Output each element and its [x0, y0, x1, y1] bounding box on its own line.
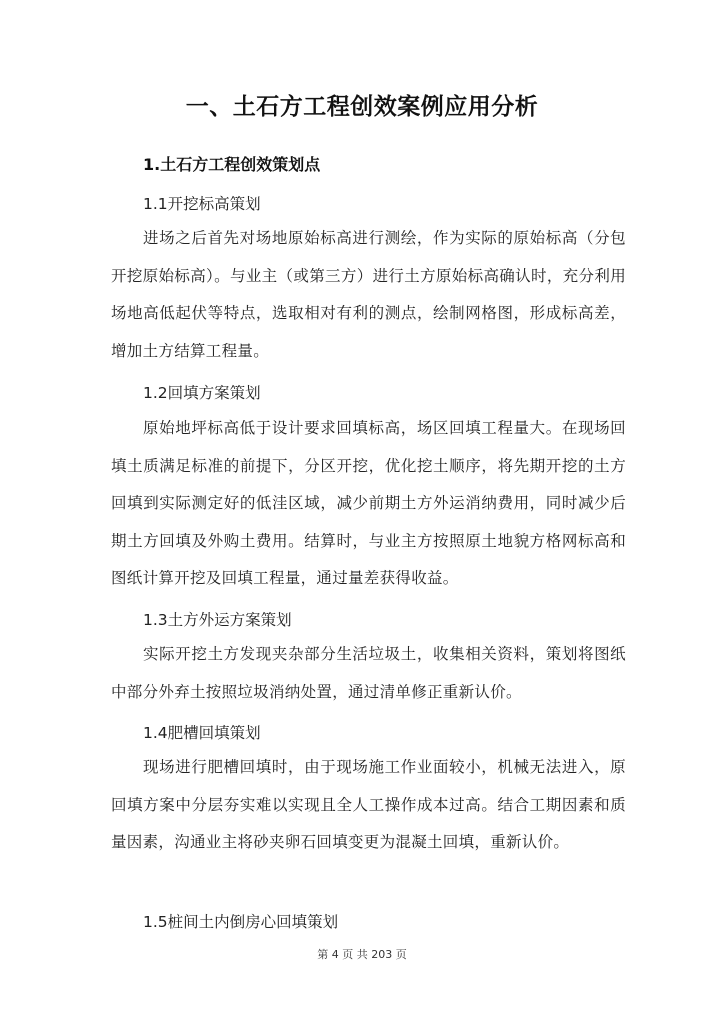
page-footer: 第 4 页 共 203 页 [317, 948, 407, 961]
section-heading: 1.土石方工程创效策划点 [143, 155, 321, 174]
paragraph-1-1: 进场之后首先对场地原始标高进行测绘，作为实际的原始标高（分包开挖原始标高）。与业主（或第三方）进行土方原始标高确认时，充分利用场地高低起伏等特点，选取相对有利的测点，绘制网格图，形成标高差，增加土方结算工程量。 [111, 229, 626, 360]
document-title: 一、土石方工程创效案例应用分析 [185, 94, 539, 120]
paragraph-1-4: 现场进行肥槽回填时，由于现场施工作业面较小，机械无法进入，原回填方案中分层夯实难以实现且全人工操作成本过高。结合工期因素和质量因素，沟通业主将砂夹卵石回填变更为混凝土回填，重新认价。 [111, 758, 626, 852]
subsection-heading-1-1: 1.1开挖标高策划 [143, 195, 261, 213]
paragraph-1-2: 原始地坪标高低于设计要求回填标高，场区回填工程量大。在现场回填土质满足标准的前提下，分区开挖，优化挖土顺序，将先期开挖的土方回填到实际测定好的低洼区域，减少前期土方外运消纳费用，同时减少后期土方回填及外购土费用。结算时，与业主方按照原土地貌方格网标高和图纸计算开挖及回填工程量，通过量差获得收益。 [111, 419, 626, 588]
subsection-heading-1-4: 1.4肥槽回填策划 [143, 724, 261, 742]
subsection-heading-1-3: 1.3土方外运方案策划 [143, 611, 292, 629]
subsection-heading-1-2: 1.2回填方案策划 [143, 384, 261, 402]
paragraph-1-3: 实际开挖土方发现夹杂部分生活垃圾土，收集相关资料，策划将图纸中部分外弃土按照垃圾消纳处置，通过清单修正重新认价。 [111, 645, 626, 701]
subsection-heading-1-5: 1.5桩间土内倒房心回填策划 [143, 913, 339, 931]
